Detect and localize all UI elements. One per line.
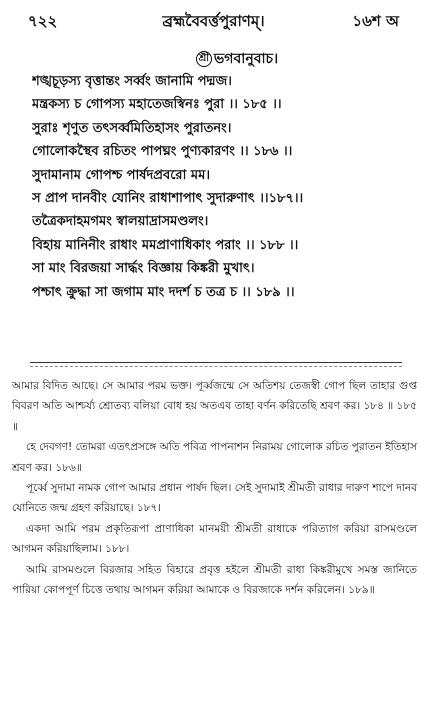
page-number: ৭২২	[28, 12, 58, 30]
speaker-label: ভগবানুবাচ।	[213, 51, 279, 67]
page-header	[28, 10, 399, 36]
section-divider	[30, 366, 402, 367]
translation-paragraph: একদা আমি পরম প্রকৃতিরূপা প্রাণাধিকা মানময়ী শ্রীমতী রাধাকে পরিত্যাগ করিয়া রাসমণ্ডলে আগমন করিয়াছিলাম। ১৮৮।	[12, 522, 417, 556]
speaker-heading	[72, 48, 402, 70]
sanskrit-verses	[32, 48, 402, 304]
verse-line: তত্রৈকদাহমগমং স্বালয়াদ্রাসমণ্ডলং।	[32, 214, 209, 230]
translation-paragraph: হে দেবগণ! তোমরা এতৎপ্রসঙ্গে অতি পবিত্র পাপনাশন নিরাময় গোলোক রচিত পুরাতন ইতিহাস শ্রবণ কর। ১৮৬॥	[12, 441, 417, 474]
verse-line: স প্রাপ দানবীং যোনিং রাধাশাপাৎ সুদারুণাৎ ।।১৮৭।।	[32, 190, 304, 206]
running-title: ব্রহ্মবৈবর্ত্তপুরাণম্‌।	[162, 12, 265, 30]
verse-line: শঙ্খচূড়স্য বৃত্তান্তং সর্ব্বং জানামি পদ্মজ।	[32, 74, 232, 89]
verse-line: পশ্চাৎ ক্রুদ্ধা সা জগাম মাং দদর্শ চ তত্র চ ।। ১৮৯ ।।	[32, 284, 295, 300]
verse-line: গোলোকস্থৈব রচিতং পাপঘ্নং পুণ্যকারণং ।। ১৮৬ ।।	[32, 144, 293, 160]
verse-line: সা মাং বিরজয়া সার্দ্ধং বিজ্ঞায় কিঙ্করী মুখাৎ।	[32, 261, 255, 277]
verse-line: মন্ত্রকস্য চ গোপস্য মহাতেজস্বিনঃ পুরা ।। ১৮৫ ।।	[32, 97, 282, 113]
verse-line: সুদামানাম গোপশ্চ পার্ষদপ্রবরো মম।	[32, 167, 210, 183]
sri-mark: শ্রী	[196, 51, 212, 67]
chapter-label: ১৬শ অ	[352, 12, 399, 30]
verse-line: সুরাঃ শৃণুত তৎসর্ব্বমিতিহাসং পুরাতনং।	[32, 120, 232, 136]
verse-line: বিহায় মানিনীং রাধাং মমপ্রাণাধিকাং পরাং ।। ১৮৮ ।।	[32, 237, 299, 253]
bengali-translation	[12, 376, 417, 600]
translation-paragraph: আমি রাসমণ্ডলে বিরজার সহিত বিহারে প্রবৃত্ত হইলে শ্রীমতী রাধা কিঙ্করীমুখে সমস্ত জানিতে পারিয়া কোপপূর্ণ চিত্তে তথায় আগমন করিয়া আমাকে ও বিরজাকে দর্শন করিলেন। ১৮৯॥	[12, 563, 417, 597]
translation-paragraph: আমার বিদিত আছে। সে আমার পরম ভক্ত। পূর্ব্বজন্মে সে অতিশয় তেজস্বী গোপ ছিল তাহার গুপ্ত বিবরণ অতি আশ্চর্য্য শ্রোতব্য বলিয়া বোধ হয় অতএব তাহা বর্ণন করিতেছি শ্রবণ কর। ১৮৪ ॥ ১৮৫ ॥	[12, 380, 417, 433]
translation-paragraph: পূর্ব্বে সুদামা নামক গোপ আমার প্রধান পার্ষদ ছিল। সেই সুদামাই শ্রীমতী রাধার দারুণ শাপে দানব যোনিতে জন্ম গ্রহণ করিয়াছে। ১৮৭।	[12, 482, 417, 515]
section-divider	[30, 362, 402, 363]
